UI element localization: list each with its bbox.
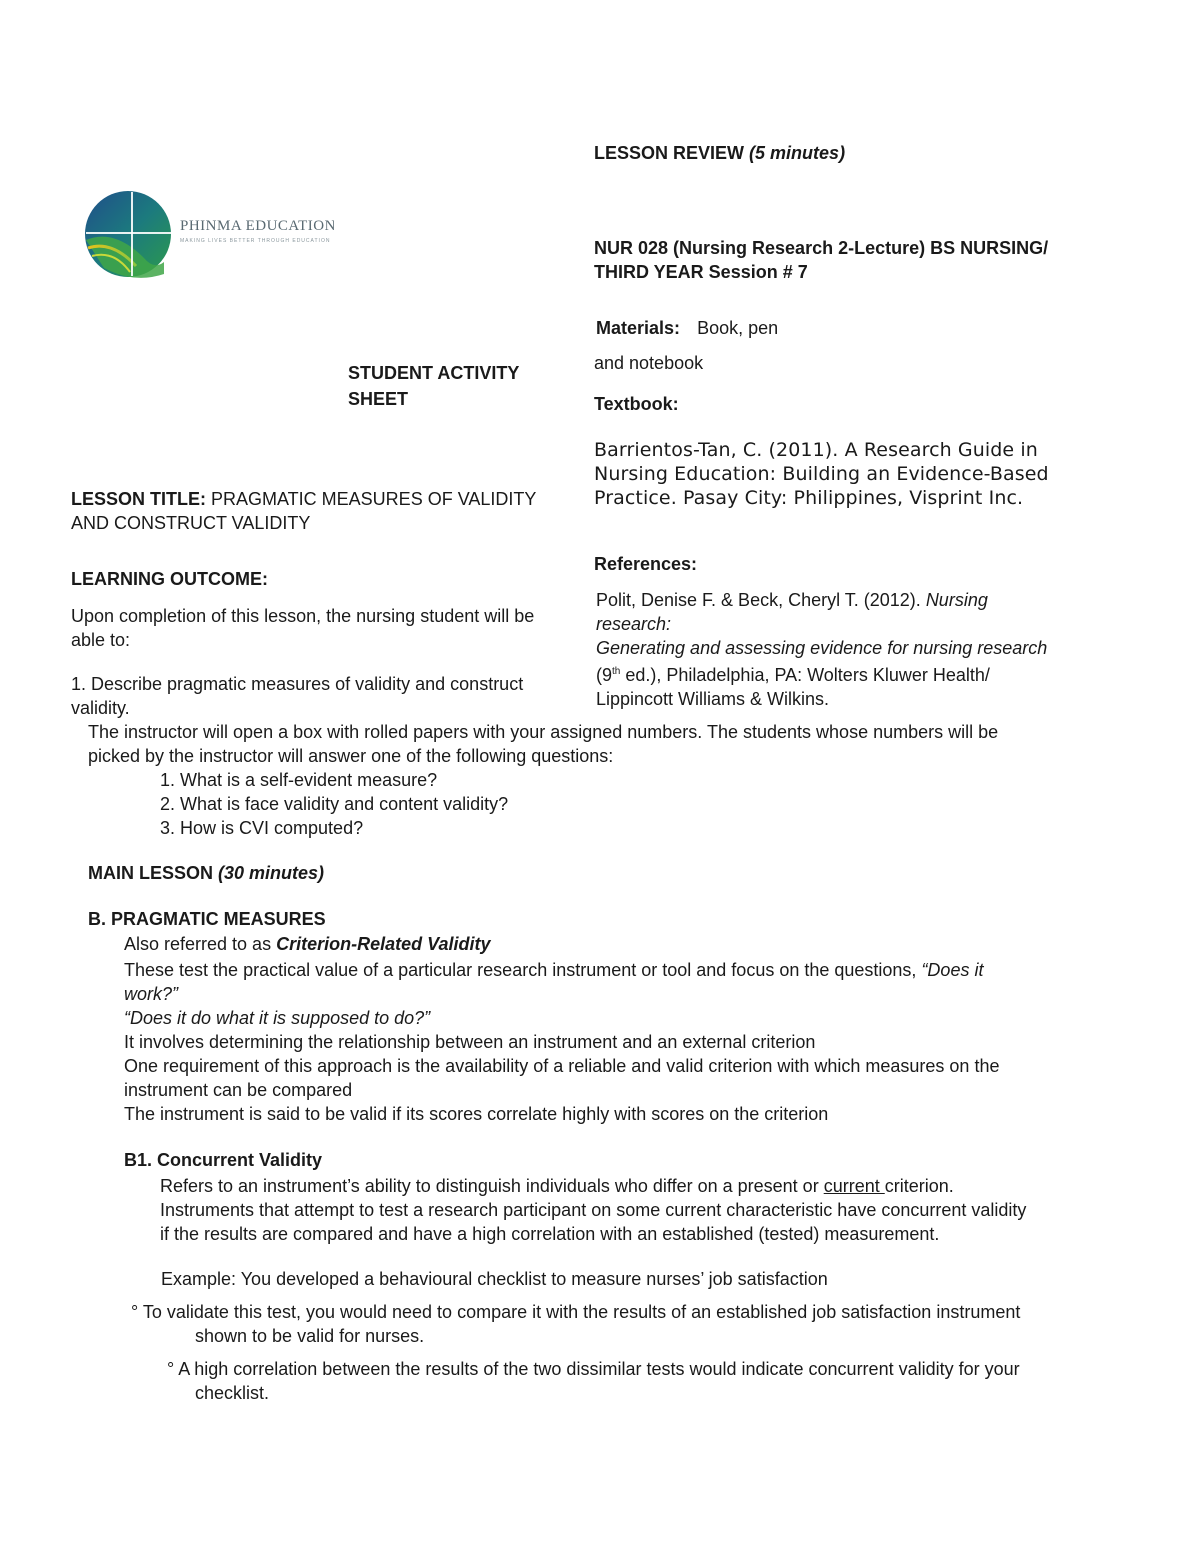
logo-tagline: MAKING LIVES BETTER THROUGH EDUCATION [180, 238, 331, 244]
section-b1-body: Refers to an instrument’s ability to distinguish individuals who differ on a present or current criterion. Instruments that attempt to test a research participant on some current characteristic have concurrent validity if the results are compared and have a high correlation with an established (tested) measurement. [160, 1176, 1027, 1244]
course-line-2: THIRD YEAR Session # 7 [594, 262, 808, 282]
bullet-2: ° A high correlation between the results of the two dissimilar tests would indicate concurrent validity for your checklist. [167, 1359, 1020, 1403]
list-item: 3. How is CVI computed? [160, 818, 364, 838]
reference-line-5: Lippincott Williams & Wilkins. [596, 689, 830, 709]
outcome-item: 1. Describe pragmatic measures of validity and construct validity. [71, 674, 524, 718]
textbook-label: Textbook: [594, 394, 679, 414]
logo-name: PHINMA EDUCATION [180, 218, 334, 234]
materials-value-2: and notebook [594, 353, 704, 373]
main-lesson-heading: MAIN LESSON (30 minutes) [88, 863, 325, 883]
list-item: 1. What is a self-evident measure? [160, 770, 438, 790]
references-label: References: [594, 554, 698, 574]
course-info [594, 236, 1048, 284]
example-line: Example: You developed a behavioural checklist to measure nurses’ job satisfaction [161, 1269, 828, 1289]
materials [596, 318, 778, 339]
reference-line-1: Polit, Denise F. & Beck, Cheryl T. (2012). Nursing [596, 590, 988, 610]
sheet-title: STUDENT ACTIVITY SHEET [348, 363, 520, 409]
lesson-title-value: PRAGMATIC MEASURES OF VALIDITY [206, 489, 537, 509]
section-b-heading: B. PRAGMATIC MEASURES [88, 909, 326, 929]
materials-value: Book, pen [697, 318, 779, 338]
course-line-1: NUR 028 (Nursing Research 2-Lecture) BS NURSING/ [594, 238, 1049, 258]
learning-outcome-label: LEARNING OUTCOME: [71, 569, 268, 589]
section-b-body: Also referred to as Criterion-Related Validity These test the practical value of a particular research instrument or tool and focus on the questions, “Does it work?” “Does it do what it is supposed to do?” It involves determining the relationship between an instrument and an external criterion One requirement of this approach is the availability of a reliable and valid criterion with which measures on the instrument can be compared The instrument is said to be valid if its scores correlate highly with scores on the criterion [124, 934, 1000, 1124]
textbook-line: Practice. Pasay City: Philippines, Visprint Inc. [594, 487, 1024, 509]
review-questions [160, 768, 508, 840]
list-item: 2. What is face validity and content validity? [160, 794, 509, 814]
textbook-line: Nursing Education: Building an Evidence-Based [594, 463, 1049, 485]
reference-citation [596, 588, 1047, 711]
logo-emblem-icon [84, 188, 334, 280]
outcome-intro: Upon completion of this lesson, the nursing student will be able to: [71, 606, 535, 650]
criterion-term: Criterion-Related Validity [276, 934, 491, 954]
phinma-logo [84, 188, 334, 280]
reference-line-3: Generating and assessing evidence for nursing research [596, 638, 1048, 658]
textbook-citation [594, 438, 1049, 510]
lesson-title: LESSON TITLE: PRAGMATIC MEASURES OF VALIDITY AND CONSTRUCT VALIDITY [71, 489, 537, 533]
textbook-line: Barrientos-Tan, C. (2011). A Research Guide in [594, 439, 1038, 461]
lesson-title-label: LESSON TITLE: [71, 489, 206, 509]
section-b1-heading: B1. Concurrent Validity [124, 1150, 323, 1170]
bullet-1: ° To validate this test, you would need to compare it with the results of an established job satisfaction instrument shown to be valid for nurses. [131, 1302, 1021, 1346]
materials-label: Materials: [596, 318, 681, 338]
lesson-review-heading: LESSON REVIEW (5 minutes) [594, 143, 846, 163]
review-instructions: The instructor will open a box with rolled papers with your assigned numbers. The students whose numbers will be picked by the instructor will answer one of the following questions: [88, 722, 999, 766]
reference-line-2: research: [596, 614, 672, 634]
reference-line-4: (9th ed.), Philadelphia, PA: Wolters Kluwer Health/ [596, 665, 990, 685]
